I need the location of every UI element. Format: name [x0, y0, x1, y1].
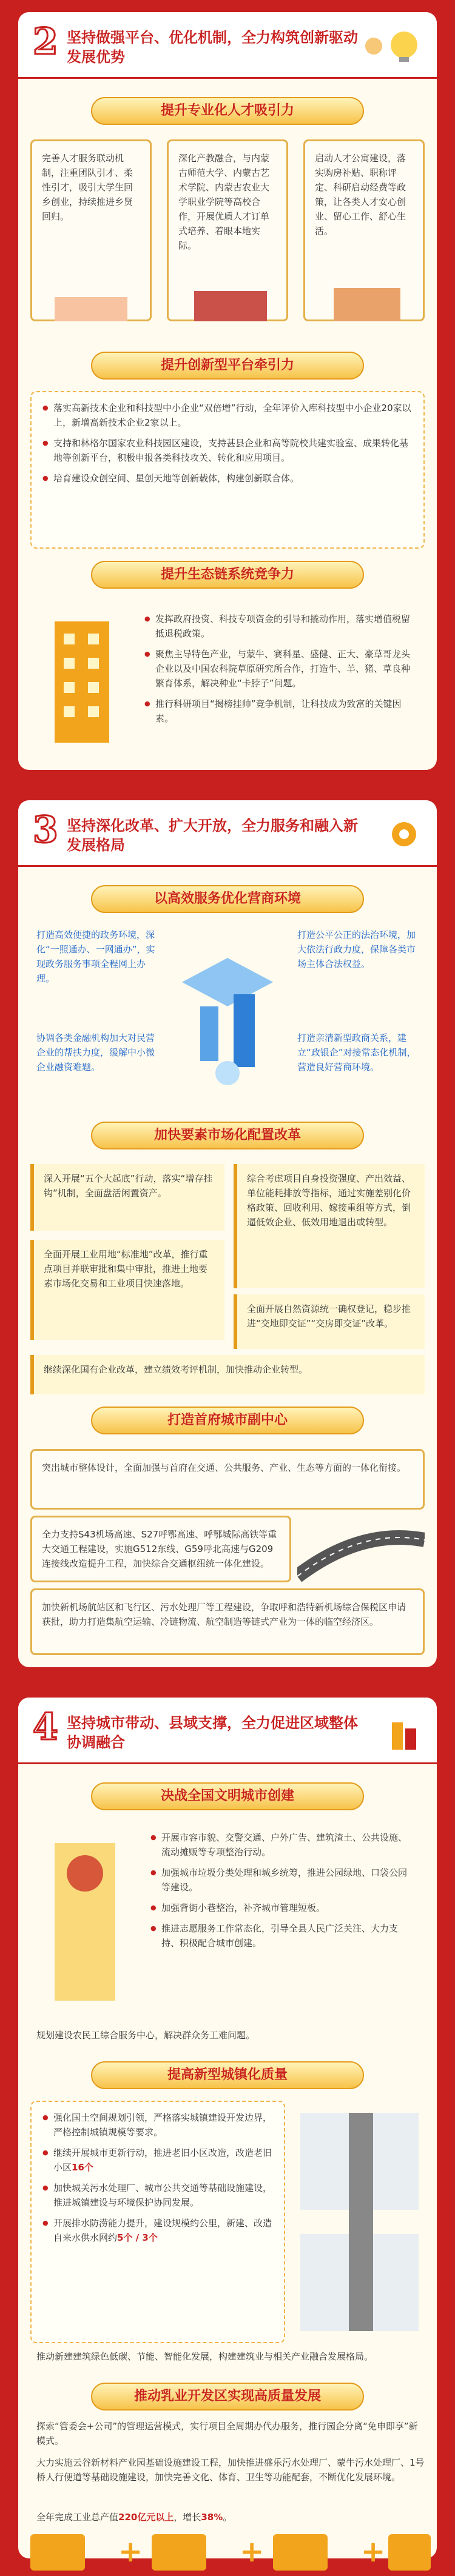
urbanization-item-4-value: 5个 / 3个: [117, 2232, 158, 2243]
civilized-item-5: 规划建设农民工综合服务中心，解决群众务工难问题。: [36, 2030, 255, 2041]
building-illustration: [36, 603, 127, 749]
reform-item-1: 深入开展“五个大起底”行动，落实“增存挂钩”机制，全面盘活闲置资产。: [30, 1164, 224, 1231]
sub-center-text-1: 突出城市整体设计，全面加强与首府在交通、公共服务、产业、生态等方面的一体化衔接。: [42, 1462, 406, 1473]
sub-center-item-1: [30, 1449, 425, 1510]
dairy-item-3: [36, 2510, 425, 2524]
business-text-4: 打造亲清新型政商关系，建立“政银企”对接常态化机制，营造良好营商环境。: [297, 1032, 416, 1072]
sub-center-item-3: [30, 1588, 425, 1655]
dairy-stat-growth: 38%: [201, 2512, 223, 2523]
dairy-stat-suffix: 。: [223, 2512, 232, 2523]
sub-center-text-2: 全力支持S43机场高速、S27呼鄂高速、呼鄂城际高铁等重大交通工程建设，实施G512东线、G59呼北高速与G209连接线改造提升工程，加快综合交通枢纽统一体化建设。: [42, 1529, 277, 1569]
business-text-3: 协调各类金融机构加大对民营企业的帮扶力度，缓解中小微企业融资难题。: [36, 1032, 155, 1072]
platform-item-3: ● 培育建设众创空间、星创天地等创新载体，构建创新联合体。: [42, 471, 413, 486]
section-3-card: [18, 800, 437, 1667]
civilized-item-2: ● 加强城市垃圾分类处理和城乡统筹，推进公园绿地、口袋公园等建设。: [150, 1865, 414, 1895]
urbanization-item-1: ● 强化国土空间规划引领，严格落实城镇建设开发边界，严格控制城镇规模等要求。: [42, 2110, 273, 2139]
subheading-talent: 提升专业化人才吸引力: [91, 97, 364, 125]
subheading-sub-center: 打造首府城市副中心: [91, 1407, 364, 1434]
urbanization-item-2-value: 16个: [72, 2162, 93, 2173]
subheading-factor-reform: 加快要素市场化配置改革: [91, 1122, 364, 1149]
subheading-platform: 提升创新型平台牵引力: [91, 352, 364, 380]
civilized-item-1: ● 开展市容市貌、交警交通、户外广告、建筑渣土、公共设施、流动摊贩等专项整治行动。: [150, 1830, 414, 1859]
platform-item-1: ● 落实高新技术企业和科技型中小企业“双倍增”行动，全年评价入库科技型中小企业20家以上，新增高新技术企业2家以上。: [42, 401, 413, 430]
subheading-dairy-zone: 推动乳业开发区实现高质量发展: [91, 2383, 364, 2410]
platform-item-2: ● 支持和林格尔国家农业科技园区建设，支持甚县企业和高等院校共建实验室、成果转化基地等创新平台，积极申报各类科技攻关、转化和应用项目。: [42, 436, 413, 465]
reform-item-3: 综合考虑项目自身投资强度、产出效益、单位能耗排放等指标，通过实施差别化价格政策、回收利用、嫁接重组等方式，倒逼低效企业、低效用地退出或转型。: [234, 1164, 425, 1288]
dairy-stat-mid: ，增长: [174, 2512, 201, 2523]
city-clean-illustration: [36, 1825, 133, 2013]
dairy-stat-prefix: 全年完成工业总产值: [36, 2512, 119, 2523]
urbanization-item-3: ● 加快城关污水处理厂、城市公共交通等基础设施建设，推进城镇建设与环境保护协同发展。: [42, 2181, 273, 2210]
section-2-card: [18, 12, 437, 770]
platform-bullets: [30, 391, 425, 549]
dairy-stat-output: 220亿元以上: [118, 2512, 174, 2523]
gear-icon: [349, 816, 422, 852]
city-icon: [349, 1713, 422, 1750]
section-title: 坚持深化改革、扩大开放，全力服务和融入新发展格局: [67, 817, 358, 854]
urbanization-item-2: [42, 2146, 273, 2175]
section-number: 2: [33, 21, 58, 63]
civilized-item-4: ● 推进志愿服务工作常态化，引导全县人民广泛关注、大力支持、积极配合城市创建。: [150, 1921, 414, 1950]
business-text-2: 打造公平公正的法治环境，加大依法行政力度，保障各类市场主体合法权益。: [297, 929, 416, 969]
section-number: 3: [33, 809, 58, 851]
talent-col-2-text: 深化产教融合，与内蒙古师范大学、内蒙古艺术学院、内蒙古农业大学职业学院等高校合作，开展优质人才订单式培养、着眼本地实际。: [178, 153, 270, 251]
ecosystem-item-3: ● 推行科研项目“揭榜挂帅”竞争机制，让科技成为致富的关键因素。: [144, 697, 414, 726]
lightbulb-icon: [349, 28, 422, 64]
urbanization-item-4: [42, 2216, 273, 2245]
civilized-bullets: [140, 1822, 425, 2022]
ecosystem-bullets: [133, 603, 425, 755]
svg-text:+: +: [118, 2535, 143, 2569]
section-2-header: [18, 12, 437, 79]
section-number: 4: [33, 1706, 58, 1748]
civilized-item-3: ● 加强背街小巷整治，补齐城市管理短板。: [150, 1901, 414, 1915]
svg-text:+: +: [240, 2535, 265, 2569]
talent-col-1-text: 完善人才服务联动机制，注重团队引才、柔性引才，吸引大学生回乡创业，持续推进乡贤回归。: [42, 153, 133, 222]
urbanization-item-5: 推动新建建筑绿色低碳、节能、智能化发展，构建建筑业与相关产业融合发展格局。: [36, 2351, 374, 2362]
dairy-item-1: 探索“管委会+公司”的管理运营模式，实行项目全周期办代办服务，推行园企分离“免申即享”新模式。: [36, 2421, 418, 2446]
urbanization-item-2-text: 继续开展城市更新行动，推进老旧小区改造，改造老旧小区: [53, 2147, 272, 2173]
city-isometric-illustration: [164, 934, 291, 1091]
urbanization-item-4-text: 开展排水防涝能力提升，建设规模约公里，新建、改造自来水供水网约: [53, 2218, 272, 2243]
sub-center-item-2: [30, 1516, 291, 1582]
ecosystem-item-2: ● 聚焦主导特色产业，与蒙牛、赛科星、盛健、正大、豪草哥龙头企业以及中国农科院草原研究所合作，打造牛、羊、猪、草良种繁育体系，解决种业“卡脖子”问题。: [144, 647, 414, 691]
subheading-ecosystem: 提升生态链系统竞争力: [91, 561, 364, 589]
section-4-card: [18, 1698, 437, 2558]
section-4-header: [18, 1698, 437, 1764]
urban-road-illustration: [294, 2101, 425, 2343]
reform-item-5: 继续深化国有企业改革，建立绩效考评机制，加快推动企业转型。: [30, 1355, 425, 1394]
svg-text:+: +: [361, 2535, 386, 2569]
subheading-business: 以高效服务优化营商环境: [91, 885, 364, 913]
subheading-civilized-city: 决战全国文明城市创建: [91, 1782, 364, 1810]
reform-item-2: 全面开展工业用地“标准地”改革，推行重点项目并联审批和集中审批，推进土地要素市场化交易和工业项目快速落地。: [30, 1240, 224, 1340]
dairy-item-2: 大力实施云谷新材料产业园基础设施建设工程，加快推进盛乐污水处理厂、蒙牛污水处理厂、1号桥人行便道等基础设施建设，加快完善文化、体育、卫生等功能配套，不断优化发展环境。: [36, 2457, 425, 2483]
highway-illustration: [297, 1516, 425, 1582]
section-title: 坚持城市带动、县域支撑，全力促进区域整体协调融合: [67, 1715, 358, 1751]
sub-center-text-3: 加快新机场航站区和飞行区、污水处理厂等工程建设，争取呼和浩特新机场综合保税区申请获批，助力打造集航空运输、冷链物流、航空制造等链式产业为一体的临空经济区。: [42, 1602, 406, 1627]
urbanization-bullets: [30, 2101, 285, 2343]
reform-item-4: 全面开展自然资源统一确权登记，稳步推进“交地即交证”“交房即交证”改革。: [234, 1294, 425, 1349]
campus-illustration: [42, 285, 419, 327]
section-title: 坚持做强平台、优化机制，全力构筑创新驱动发展优势: [67, 29, 358, 65]
talent-col-3-text: 启动人才公寓建设，落实购房补贴、职称评定、科研启动经费等政策，让各类人才安心创业、留心工作、舒心生活。: [315, 153, 406, 236]
subheading-urbanization: 提高新型城镇化质量: [91, 2061, 364, 2089]
ecosystem-item-1: ● 发挥政府投资、科技专项资金的引导和撬动作用，落实增值税留抵退税政策。: [144, 612, 414, 641]
section-3-header: [18, 800, 437, 867]
business-text-1: 打造高效便捷的政务环境，深化“一照通办、一网通办”，实现政务服务事项全程网上办理。: [36, 929, 155, 984]
industry-icons-row: [18, 2528, 437, 2574]
